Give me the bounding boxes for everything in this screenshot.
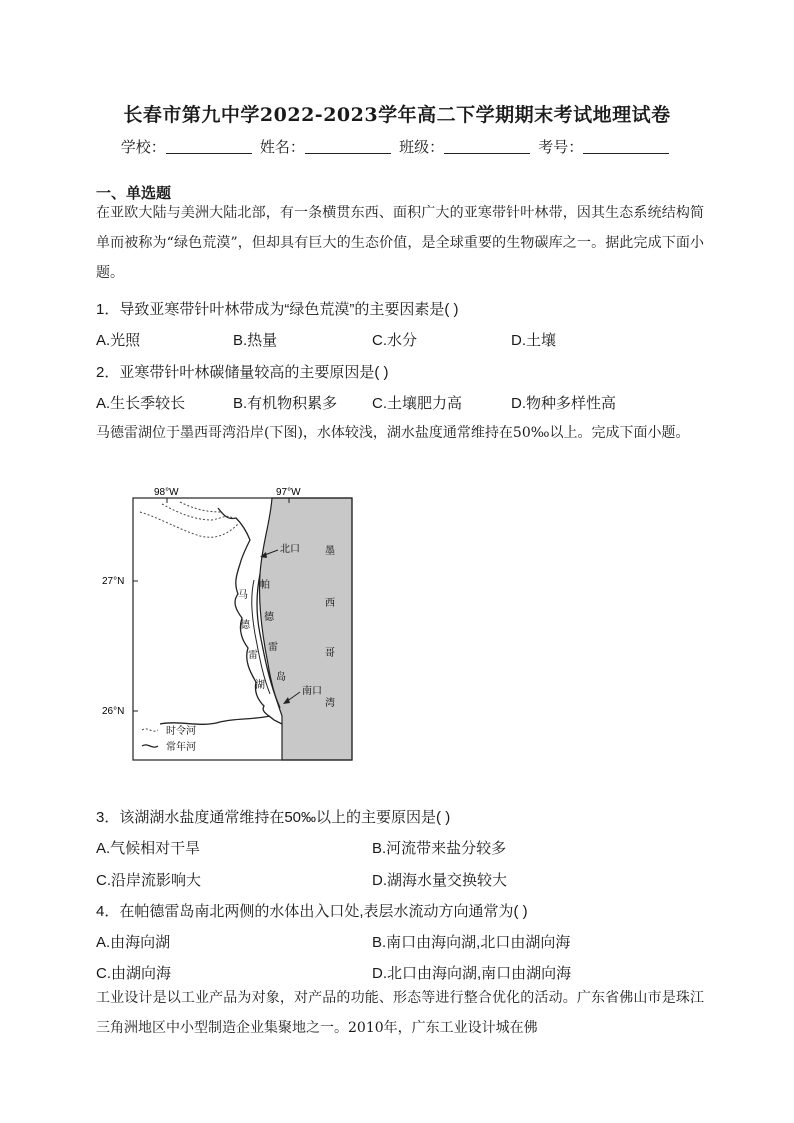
- number-label: 考号：: [538, 139, 584, 156]
- q1-option-a[interactable]: A.光照: [96, 332, 141, 349]
- permanent-river: [160, 716, 270, 724]
- laguna-madre-map: [100, 484, 360, 764]
- school-label: 学校：: [120, 139, 166, 156]
- q4-option-b[interactable]: B.南口由海向湖,北口由湖向海: [372, 934, 571, 951]
- legend-permanent-label: 常年河: [166, 742, 196, 753]
- exam-title: 长春市第九中学2022-2023学年高二下学期期末考试地理试卷: [123, 104, 671, 126]
- lat-label-26: 26°N: [102, 706, 125, 717]
- sea-char-1: 墨: [325, 546, 335, 557]
- q4-option-a[interactable]: A.由海向湖: [96, 934, 171, 951]
- question-3-stem: 3．该湖湖水盐度通常维持在50‰以上的主要原因是( ): [96, 809, 451, 826]
- class-field[interactable]: [444, 139, 530, 154]
- passage-laguna-madre: 马德雷湖位于墨西哥湾沿岸(下图)，水体较浅，湖水盐度通常维持在50‰以上。完成下面小题。: [96, 425, 690, 441]
- class-label: 班级：: [399, 139, 445, 156]
- q1-option-c[interactable]: C.水分: [372, 332, 418, 349]
- lake-char-1: 马: [238, 590, 248, 601]
- island-char-3: 雷: [268, 642, 278, 653]
- passage-industrial-design: 工业设计是以工业产品为对象，对产品的功能、形态等进行整合优化的活动。广东省佛山市是珠江三角洲地区中小型制造企业集聚地之一。2010年，广东工业设计城在佛: [96, 990, 704, 1036]
- name-label: 姓名：: [259, 139, 305, 156]
- q1-option-d[interactable]: D.土壤: [511, 332, 557, 349]
- q4-option-c[interactable]: C.由湖向海: [96, 965, 172, 982]
- number-field[interactable]: [583, 139, 669, 154]
- island-char-4: 岛: [276, 672, 286, 683]
- q1-option-b[interactable]: B.热量: [233, 332, 278, 349]
- q2-option-d[interactable]: D.物种多样性高: [511, 395, 617, 412]
- name-field[interactable]: [305, 139, 391, 154]
- q2-option-a[interactable]: A.生长季较长: [96, 395, 186, 412]
- lon-label-97: 97°W: [276, 487, 301, 498]
- q3-option-b[interactable]: B.河流带来盐分较多: [372, 840, 507, 857]
- question-2-stem: 2．亚寒带针叶林碳储量较高的主要原因是( ): [96, 364, 389, 381]
- question-1-stem: 1．导致亚寒带针叶林带成为“绿色荒漠”的主要因素是( ): [96, 301, 459, 318]
- lake-char-4: 湖: [255, 680, 265, 691]
- school-field[interactable]: [166, 139, 252, 154]
- lake-char-2: 德: [240, 620, 250, 631]
- q3-option-d[interactable]: D.湖海水量交换较大: [372, 872, 508, 889]
- q3-option-c[interactable]: C.沿岸流影响大: [96, 872, 202, 889]
- q4-option-d[interactable]: D.北口由海向湖,南口由湖向海: [372, 965, 572, 982]
- sea-char-4: 湾: [325, 698, 335, 709]
- lon-label-98: 98°W: [154, 487, 179, 498]
- q3-option-a[interactable]: A.气候相对干旱: [96, 840, 201, 857]
- south-inlet-label: 南口: [302, 686, 322, 697]
- lake-char-3: 雷: [248, 650, 258, 661]
- question-4-stem: 4．在帕德雷岛南北两侧的水体出入口处,表层水流动方向通常为( ): [96, 903, 528, 920]
- island-char-1: 帕: [260, 580, 270, 591]
- passage-taiga: 在亚欧大陆与美洲大陆北部，有一条横贯东西、面积广大的亚寒带针叶林带，因其生态系统结构简单而被称为“绿色荒漠”，但却具有巨大的生态价值，是全球重要的生物碳库之一。据此完成下面小题。: [96, 205, 704, 281]
- section-heading: 一、单选题: [96, 185, 172, 202]
- legend-seasonal-symbol: [142, 729, 158, 731]
- q2-option-c[interactable]: C.土壤肥力高: [372, 395, 463, 412]
- student-info-line: [0, 136, 794, 157]
- island-char-2: 德: [264, 612, 274, 623]
- sea-char-2: 西: [325, 598, 335, 609]
- seasonal-river-3: [180, 502, 222, 512]
- q2-option-b[interactable]: B.有机物积累多: [233, 395, 338, 412]
- gulf-of-mexico-area: [259, 498, 352, 760]
- lat-label-27: 27°N: [102, 576, 125, 587]
- sea-char-3: 哥: [325, 648, 335, 659]
- legend-permanent-symbol: [142, 745, 158, 747]
- legend-seasonal-label: 时令河: [166, 726, 196, 737]
- north-inlet-label: 北口: [280, 544, 300, 555]
